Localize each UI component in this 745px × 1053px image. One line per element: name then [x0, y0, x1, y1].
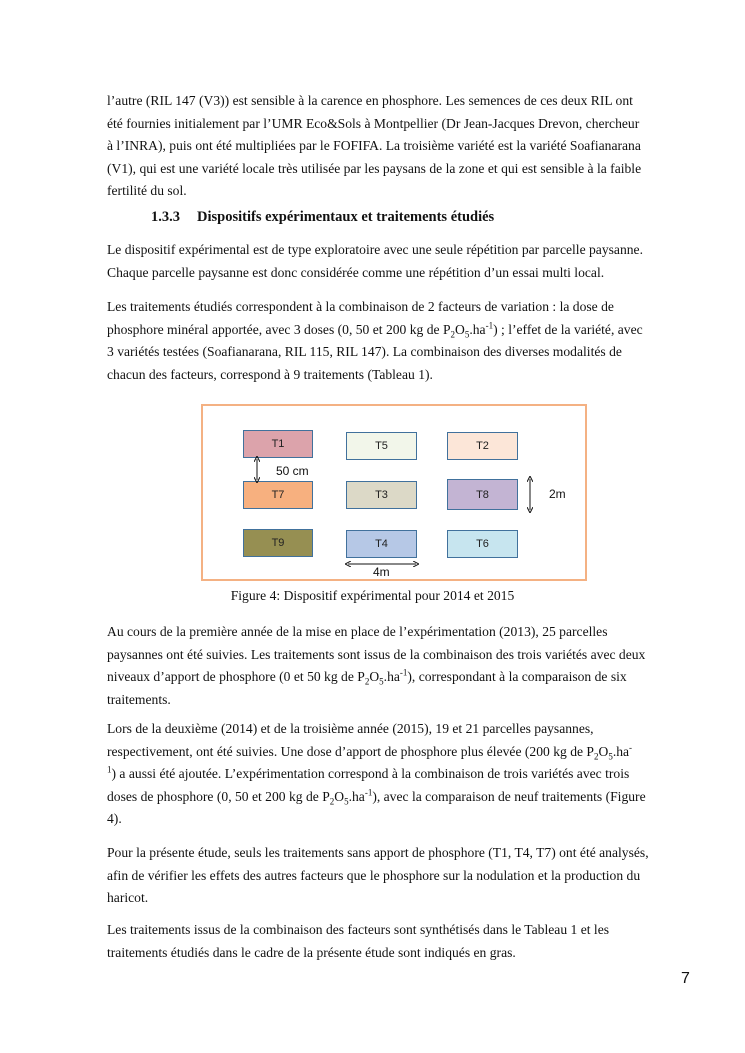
paragraph-2014-2015 [107, 718, 691, 831]
plot-t5: T5 [346, 432, 417, 460]
text-line: 4). [107, 811, 122, 827]
text-line: Lors de la deuxième (2014) et de la troisième année (2015), 19 et 21 parcelles paysannes, [107, 721, 594, 736]
text-line: 3 variétés testées (Soafianarana, RIL 115, RIL 147). La combinaison des diverses modalités de [107, 344, 622, 360]
text-line: (V1), qui est une variété locale très utilisée par les paysans de la zone et qui est sensible à la faible [107, 160, 642, 176]
text-line: chacun des facteurs, correspond à 9 traitements (Tableau 1). [107, 366, 433, 382]
plot-t4: T4 [346, 530, 417, 558]
width-label: 4m [373, 565, 390, 579]
experimental-layout-figure [201, 404, 587, 581]
paragraph-synthesis [107, 919, 691, 964]
plot-t2: T2 [447, 432, 518, 460]
section-number: 1.3.3 [151, 209, 180, 225]
text-line: fertilité du sol. [107, 183, 187, 199]
section-title: Dispositifs expérimentaux et traitements étudiés [197, 209, 495, 225]
height-label: 2m [549, 487, 566, 501]
text-line: traitements. [107, 691, 171, 707]
text-line: paysannes ont été suivies. Les traitements sont issus de la combinaison des trois variétés avec deux [107, 646, 646, 662]
page-number: 7 [681, 970, 690, 987]
plot-t1: T1 [243, 430, 313, 458]
paragraph-dispositif [107, 239, 691, 284]
text-line: Les traitements étudiés correspondent à la combinaison de 2 facteurs de variation : la dose de [107, 299, 614, 314]
paragraph-varieties [107, 90, 691, 203]
text-line: Les traitements issus de la combinaison des facteurs sont synthétisés dans le Tableau 1 et les [107, 922, 610, 937]
text-line: à l’INRA), puis ont été multipliées par le FOFIFA. La troisième variété est la variété Soafianarana [107, 138, 641, 154]
plot-t3: T3 [346, 481, 417, 509]
paragraph-2013 [107, 621, 691, 711]
text-line: $^1$) a aussi été ajoutée. L’expérimentation correspond à la combinaison de trois variétés avec trois [107, 764, 630, 782]
plot-t7: T7 [243, 481, 313, 509]
text-line: été fournies initialement par l’UMR Eco&Sols à Montpellier (Dr Jean-Jacques Drevon, chercheur [107, 115, 640, 131]
text-line: Le dispositif expérimental est de type exploratoire avec une seule répétition par parcelle paysanne. [107, 242, 643, 257]
plot-t6: T6 [447, 530, 518, 558]
text-line: haricot. [107, 890, 149, 906]
paragraph-treatments [107, 296, 691, 386]
section-heading [151, 209, 494, 226]
text-line: phosphore minéral apportée, avec 3 doses (0, 50 et 200 kg de $P_2O_5.ha^{-1}$) ; l’effet de la variété, avec [107, 320, 643, 340]
spacing-label: 50 cm [276, 464, 309, 478]
text-line: afin de vérifier les effets des autres facteurs que le phosphore sur la nodulation et la production du [107, 867, 641, 883]
figure-caption: Figure 4: Dispositif expérimental pour 2014 et 2015 [230, 588, 515, 603]
dimension-arrows [203, 406, 585, 579]
plot-t8: T8 [447, 479, 518, 510]
text-line: respectivement, ont été suivies. Une dose d’apport de phosphore plus élevée (200 kg de $P_2O_5.ha^-$ [107, 742, 633, 762]
text-line: Au cours de la première année de la mise en place de l’expérimentation (2013), 25 parcelles [107, 624, 608, 639]
text-line: Chaque parcelle paysanne est donc considérée comme une répétition d’un essai multi local. [107, 264, 605, 280]
text-line: Pour la présente étude, seuls les traitements sans apport de phosphore (T1, T4, T7) ont été analysés, [107, 845, 649, 860]
text-line: niveaux d’apport de phosphore (0 et 50 kg de $P_2O_5.ha^{-1}$), correspondant à la comparaison de six [107, 667, 627, 687]
text-line: traitements étudiés dans le cadre de la présente étude sont indiqués en gras. [107, 944, 516, 960]
paragraph-present-study [107, 842, 691, 910]
text-line: doses de phosphore (0, 50 et 200 kg de $P_2O_5.ha^{-1}$), avec la comparaison de neuf traitements (Figure [107, 787, 646, 807]
plot-t9: T9 [243, 529, 313, 557]
text-line: l’autre (RIL 147 (V3)) est sensible à la carence en phosphore. Les semences de ces deux RIL ont [107, 93, 633, 108]
